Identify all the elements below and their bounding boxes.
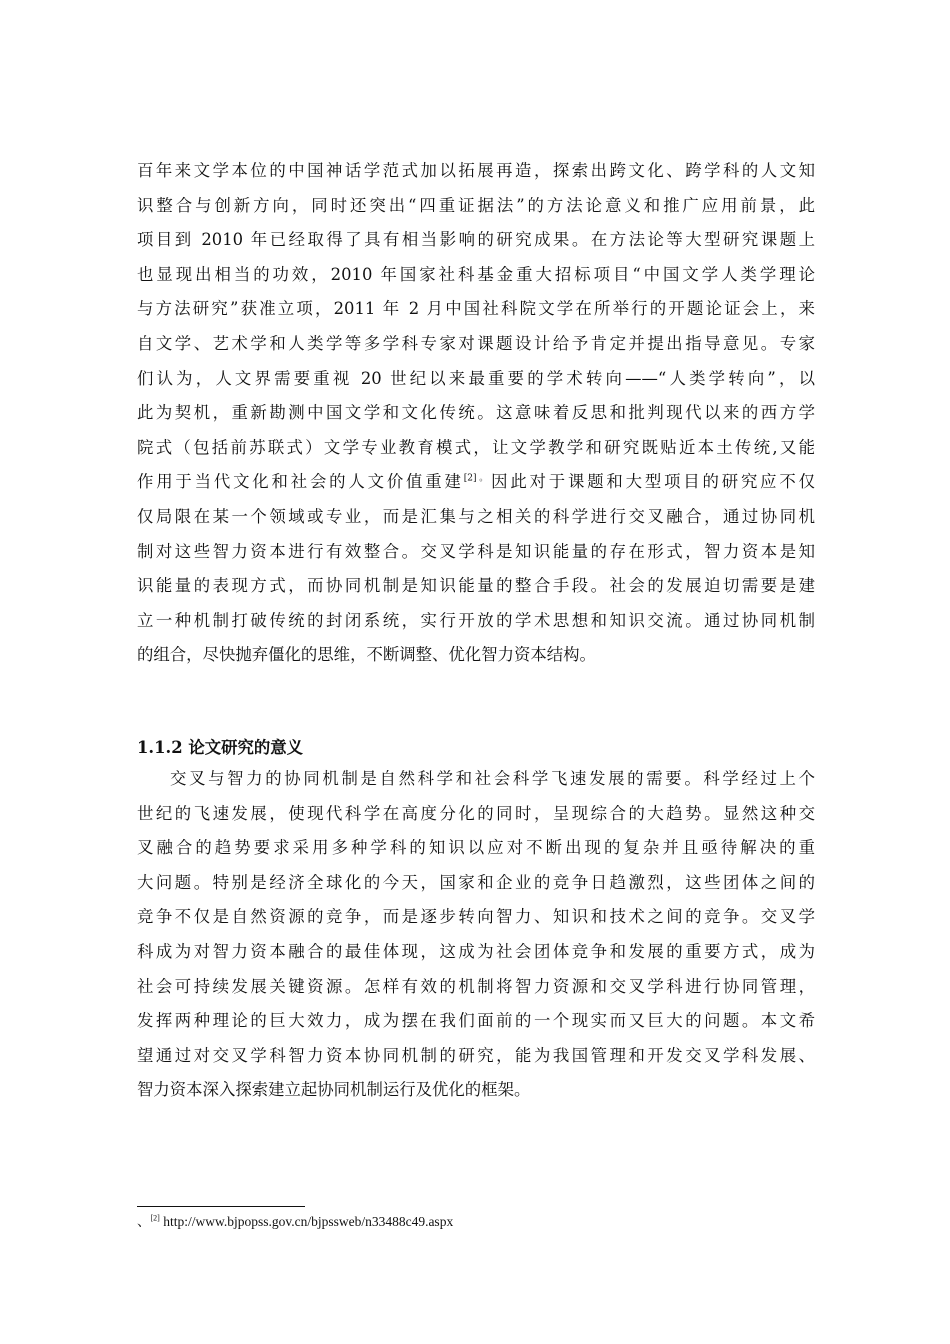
text-line: 识能量的表现方式，而协同机制是知识能量的整合手段。社会的发展迫切需要是建 [137,576,815,596]
text-line: 大问题。特别是经济全球化的今天，国家和企业的竞争日趋激烈，这些团体之间的 [137,872,815,892]
footnote-mark: [2] [150,1213,160,1223]
body-paragraph-1 [137,154,815,673]
text-line: 与方法研究”获准立项，2011 年 2 月中国社科院文学在所举行的开题论证会上，来 [137,299,815,319]
text-line: 也显现出相当的功效，2010 年国家社科基金重大招标项目“中国文学人类学理论 [137,264,815,284]
text-run: 因此对于课题和大型项目的研究应不仅 [491,472,816,492]
footnote [137,1212,453,1232]
text-line: 竞争不仅是自然资源的竞争，而是逐步转向智力、知识和技术之间的竞争。交叉学 [137,907,815,927]
text-line: 的组合，尽快抛弃僵化的思维，不断调整、优化智力资本结构。 [137,645,596,665]
text-line: 识整合与创新方向，同时还突出“四重证据法”的方法论意义和推广应用前景，此 [137,195,815,215]
body-paragraph-2 [137,762,815,1108]
text-line: 交叉与智力的协同机制是自然科学和社会科学飞速发展的需要。科学经过上个 [170,769,815,788]
text-line: 此为契机，重新勘测中国文学和文化传统。这意味着反思和批判现代以来的西方学 [137,403,815,423]
footnote-prefix: 、 [137,1214,151,1229]
section-heading: 1.1.2 论文研究的意义 [137,738,304,757]
text-line: 仅局限在某一个领域或专业，而是汇集与之相关的科学进行交叉融合，通过协同机 [137,506,815,526]
text-line: 项目到 2010 年已经取得了具有相当影响的研究成果。在方法论等大型研究课题上 [137,230,815,250]
text-line: 自文学、艺术学和人类学等多学科专家对课题设计给予肯定并提出指导意见。专家 [137,333,815,353]
text-run: 作用于当代文化和社会的人文价值重建 [137,472,464,492]
text-line: 世纪的飞速发展，使现代科学在高度分化的同时，呈现综合的大趋势。显然这种交 [137,803,815,823]
text-line: 院式（包括前苏联式）文学专业教育模式，让文学教学和研究既贴近本土传统,又能 [137,437,815,457]
text-line: 发挥两种理论的巨大效力，成为摆在我们面前的一个现实而又巨大的问题。本文希 [137,1011,815,1031]
text-line: 科成为对智力资本融合的最佳体现，这成为社会团体竞争和发展的重要方式，成为 [137,941,815,961]
text-line: 社会可持续发展关键资源。怎样有效的机制将智力资源和交叉学科进行协同管理， [137,976,815,996]
text-line-with-citation [137,465,815,500]
footnote-divider [137,1206,305,1207]
text-line: 望通过对交叉学科智力资本协同机制的研究，能为我国管理和开发交叉学科发展、 [137,1045,815,1065]
citation-ref[interactable]: [2]。 [463,473,492,484]
text-line: 叉融合的趋势要求采用多种学科的知识以应对不断出现的复杂并且亟待解决的重 [137,838,815,858]
footnote-link[interactable]: http://www.bjpopss.gov.cn/bjpssweb/n33488c49.aspx [163,1214,454,1229]
text-line: 们认为，人文界需要重视 20 世纪以来最重要的学术转向——“人类学转向”，以 [137,368,815,388]
text-line: 立一种机制打破传统的封闭系统，实行开放的学术思想和知识交流。通过协同机制 [137,610,815,630]
text-line: 智力资本深入探索建立起协同机制运行及优化的框架。 [137,1080,531,1100]
text-line: 百年来文学本位的中国神话学范式加以拓展再造，探索出跨文化、跨学科的人文知 [137,161,815,180]
text-line: 制对这些智力资本进行有效整合。交叉学科是知识能量的存在形式，智力资本是知 [137,541,815,561]
